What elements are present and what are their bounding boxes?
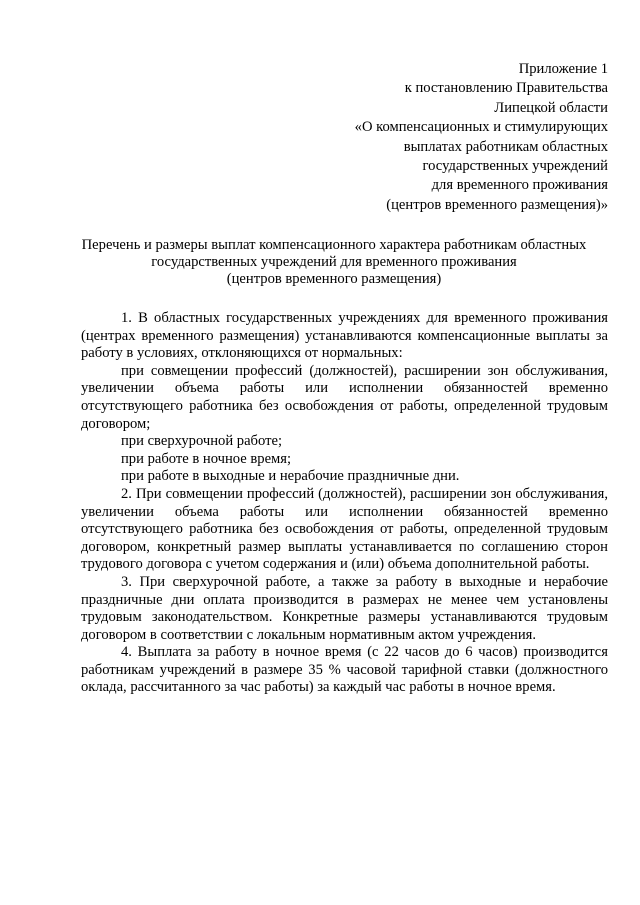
appendix-line: (центров временного размещения)» bbox=[386, 196, 608, 213]
appendix-line: Липецкой области bbox=[494, 99, 608, 116]
list-item-overtime: при сверхурочной работе; bbox=[121, 433, 282, 450]
document-title bbox=[60, 237, 608, 288]
list-item-night: при работе в ночное время; bbox=[121, 450, 292, 467]
appendix-line: для временного проживания bbox=[431, 177, 608, 194]
appendix-line: Приложение 1 bbox=[518, 61, 608, 77]
list-item-combination: при совмещении профессий (должностей), расширении зон обслуживания, увеличении объема работы или исполнении обязанностей временно отсутствующего работника без освобождения от работы, определенной трудовым договором; bbox=[81, 362, 608, 432]
paragraph-1: 1. В областных государственных учреждениях для временного проживания (центрах временного размещения) устанавливаются компенсационные выплаты за работу в условиях, отклоняющихся от нормальных: bbox=[81, 310, 608, 362]
title-line: государственных учреждений для временного проживания bbox=[151, 254, 517, 270]
list-item-holidays: при работе в выходные и нерабочие праздничные дни. bbox=[121, 468, 460, 485]
title-line: (центров временного размещения) bbox=[226, 271, 442, 287]
appendix-line: государственных учреждений bbox=[422, 158, 608, 175]
paragraph-3: 3. При сверхурочной работе, а также за работу в выходные и нерабочие праздничные дни оплата производится в размерах не менее чем установлены трудовым законодательством. Конкретные размеры устанавливаются трудовым договором в соответствии с локальным нормативным актом учреждения. bbox=[81, 573, 608, 643]
paragraph-2: 2. При совмещении профессий (должностей), расширении зон обслуживания, увеличении объема работы или исполнении обязанностей временно отсутствующего работника без освобождения от работы, определенной трудовым договором, конкретный размер выплаты устанавливается по соглашению сторон трудового договора с учетом содержания и (или) объема дополнительной работы. bbox=[81, 485, 608, 573]
document-body bbox=[81, 310, 608, 697]
appendix-line: к постановлению Правительства bbox=[404, 80, 608, 97]
appendix-header bbox=[330, 60, 608, 215]
appendix-line: «О компенсационных и стимулирующих bbox=[354, 119, 608, 136]
paragraph-4: 4. Выплата за работу в ночное время (с 22 часов до 6 часов) производится работникам учреждений в размере 35 % часовой тарифной ставки (должностного оклада, рассчитанного за час работы) за каждый час работы в ночное время. bbox=[81, 644, 608, 696]
title-line: Перечень и размеры выплат компенсационного характера работникам областных bbox=[81, 237, 587, 253]
appendix-line: выплатах работникам областных bbox=[403, 138, 608, 155]
